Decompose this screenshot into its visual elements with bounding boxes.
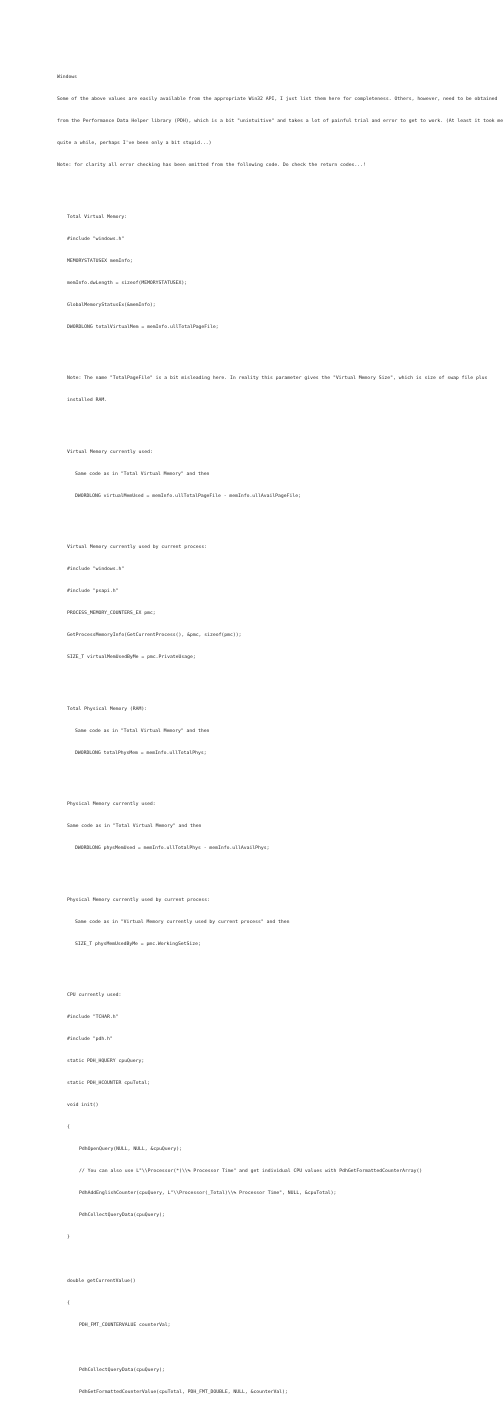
code-line: Same code as in "Total Virtual Memory" and then xyxy=(75,471,210,477)
section-title-physical-memory-process: Physical Memory currently used by current process: xyxy=(67,897,210,903)
code-line: #include "TCHAR.h" xyxy=(67,1015,119,1021)
document-body xyxy=(57,52,503,1418)
code-line: #include "windows.h" xyxy=(67,236,125,242)
code-line: DWORDLONG totalPhysMem = memInfo.ullTotalPhys; xyxy=(75,750,207,756)
section-title-physical-memory-used: Physical Memory currently used: xyxy=(67,802,156,808)
code-line: SIZE_T virtualMemUsedByMe = pmc.PrivateUsage; xyxy=(67,655,196,661)
code-line: static PDH_HCOUNTER cpuTotal; xyxy=(67,1081,150,1087)
code-line: SIZE_T physMemUsedByMe = pmc.WorkingSetSize; xyxy=(75,941,201,947)
code-line xyxy=(57,1345,437,1352)
spacer xyxy=(57,346,437,353)
section-title-total-physical-memory: Total Physical Memory (RAM): xyxy=(67,706,148,712)
code-line: double getCurrentValue() xyxy=(67,1279,136,1285)
note-line: Note: The name "TotalPageFile" is a bit misleading here. In reality this parameter gives the "Virtual Memory Size", which is size of swap file plus xyxy=(67,376,488,382)
intro-note: Note: for clarity all error checking has been omitted from the following code. Do check the return codes...! xyxy=(57,163,366,169)
code-line: PdhGetFormattedCounterValue(cpuTotal, PDH_FMT_DOUBLE, NULL, &counterVal); xyxy=(79,1389,288,1395)
section-title-virtual-memory-process: Virtual Memory currently used by current process: xyxy=(67,545,208,551)
spacer xyxy=(57,772,437,779)
code-line: GetProcessMemoryInfo(GetCurrentProcess(), &pmc, sizeof(pmc)); xyxy=(67,633,242,639)
code-line: Same code as in "Total Virtual Memory" and then xyxy=(75,728,210,734)
code-line: // You can also use L"\\Processor(*)\\% Processor Time" and get individual CPU values with PdhGetFormattedCounterArray() xyxy=(79,1169,423,1175)
code-line: void init() xyxy=(67,1103,99,1109)
code-line: } xyxy=(67,1235,70,1241)
code-line xyxy=(57,1256,437,1263)
code-line: DWORDLONG virtualMemUsed = memInfo.ullTotalPageFile - memInfo.ullAvailPageFile; xyxy=(75,493,301,499)
code-line: PdhOpenQuery(NULL, NULL, &cpuQuery); xyxy=(79,1147,182,1153)
spacer xyxy=(57,184,437,191)
code-line: DWORDLONG totalVirtualMem = memInfo.ullTotalPageFile; xyxy=(67,324,219,330)
spacer xyxy=(57,963,437,970)
code-line: PdhCollectQueryData(cpuQuery); xyxy=(79,1213,165,1219)
code-line: memInfo.dwLength = sizeof(MEMORYSTATUSEX); xyxy=(67,280,188,286)
code-line: DWORDLONG physMemUsed = memInfo.ullTotalPhys - memInfo.ullAvailPhys; xyxy=(75,846,270,852)
code-line: #include "windows.h" xyxy=(67,567,125,573)
intro-line: quite a while, perhaps I've been only a bit stupid...) xyxy=(57,141,212,147)
intro-line: from the Performance Data Helper library (PDH), which is a bit "unintuitive" and takes a lot of painful trial and error to get to work. (At least it took me xyxy=(57,119,503,125)
code-line: Same code as in "Virtual Memory currently used by current process" and then xyxy=(75,919,290,925)
spacer xyxy=(57,867,437,874)
code-line: PdhAddEnglishCounter(cpuQuery, L"\\Processor(_Total)\\% Processor Time", NULL, &cpuTotal); xyxy=(79,1191,337,1197)
code-line: #include "psapi.h" xyxy=(67,589,119,595)
spacer xyxy=(57,515,437,522)
code-line: static PDH_HQUERY cpuQuery; xyxy=(67,1059,145,1065)
code-line: Same code as in "Total Virtual Memory" and then xyxy=(67,824,202,830)
note-line: installed RAM. xyxy=(67,398,108,404)
code-line: PDH_FMT_COUNTERVALUE counterVal; xyxy=(79,1323,171,1329)
code-line: GlobalMemoryStatusEx(&memInfo); xyxy=(67,302,156,308)
spacer xyxy=(57,419,437,426)
code-line: { xyxy=(67,1125,70,1131)
code-line: PROCESS_MEMORY_COUNTERS_EX pmc; xyxy=(67,611,156,617)
code-line: MEMORYSTATUSEX memInfo; xyxy=(67,258,133,264)
heading-windows: Windows xyxy=(57,75,78,81)
code-line: { xyxy=(67,1301,70,1307)
section-title-cpu-used: CPU currently used: xyxy=(67,993,122,998)
spacer xyxy=(57,676,437,683)
code-line: PdhCollectQueryData(cpuQuery); xyxy=(79,1367,165,1373)
section-title-virtual-memory-used: Virtual Memory currently used: xyxy=(67,449,153,455)
section-title-total-virtual-memory: Total Virtual Memory: xyxy=(67,214,128,220)
code-line: #include "pdh.h" xyxy=(67,1037,113,1043)
intro-line: Some of the above values are easily available from the appropriate Win32 API, I just list them here for completeness. Others, however, need to be obtained xyxy=(57,97,498,103)
